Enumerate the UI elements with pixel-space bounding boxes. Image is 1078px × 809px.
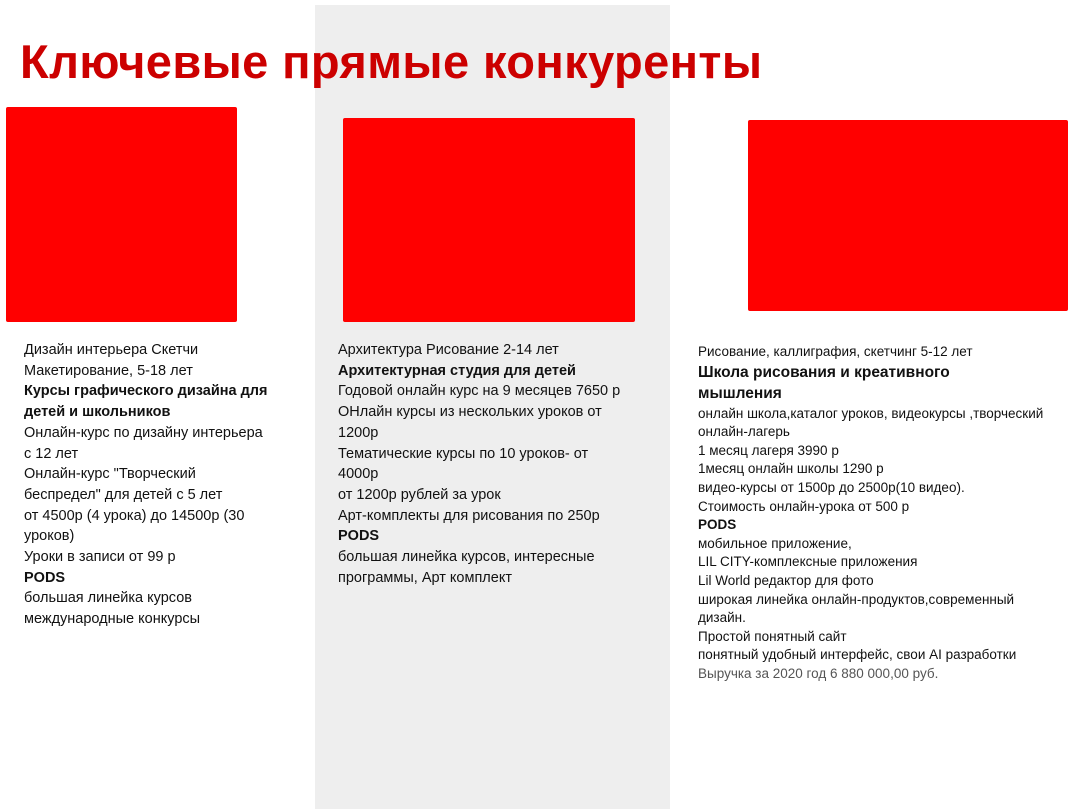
competitor-1-heading: детей и школьников: [24, 404, 171, 421]
competitor-1-line: международные конкурсы: [24, 611, 201, 628]
competitor-2-line: ОНлайн курсы из нескольких уроков от: [338, 404, 602, 421]
competitor-3-line: 1месяц онлайн школы 1290 р: [698, 461, 884, 477]
competitor-3-pods-label: PODS: [698, 517, 737, 533]
competitor-2-heading: Архитектурная студия для детей: [338, 362, 576, 379]
competitor-2-line: 1200р: [338, 424, 379, 441]
competitor-3-line: видео-курсы от 1500р до 2500р(10 видео).: [698, 479, 965, 495]
competitor-3-line: Lil World редактор для фото: [698, 572, 874, 588]
competitor-1-line: Онлайн-курс "Творческий: [24, 466, 196, 483]
competitor-1-line: Макетирование, 5-18 лет: [24, 362, 193, 379]
competitor-2-line: 4000р: [338, 466, 379, 483]
competitor-1-pods-label: PODS: [24, 569, 66, 586]
competitor-3-line: Простой понятный сайт: [698, 628, 847, 644]
competitor-3-line: дизайн.: [698, 610, 746, 626]
competitor-1-line: Уроки в записи от 99 р: [24, 549, 176, 566]
competitor-1-line: беспредел" для детей с 5 лет: [24, 486, 223, 503]
competitor-2-line: большая линейка курсов, интересные: [338, 549, 595, 566]
competitor-2-line: от 1200р рублей за урок: [338, 486, 501, 503]
competitor-3-line: онлайн школа,каталог уроков, видеокурсы ,творческий: [698, 405, 1044, 421]
slide-title: Ключевые прямые конкуренты: [20, 35, 763, 88]
competitor-3-line: онлайн-лагерь: [698, 424, 790, 440]
competitor-2-line: Арт-комплекты для рисования по 250р: [338, 507, 600, 524]
competitor-1-line: Онлайн-курс по дизайну интерьера: [24, 424, 263, 441]
competitor-3-line: Стоимость онлайн-урока от 500 р: [698, 498, 910, 514]
competitor-3-line: понятный удобный интерфейс, свои AI разработки: [698, 647, 1017, 663]
competitor-3-description: [698, 343, 1068, 684]
competitor-1-line: Дизайн интерьера Скетчи: [24, 342, 199, 358]
competitor-1-line: уроков): [24, 528, 75, 545]
competitor-1-line: от 4500р (4 урока) до 14500р (30: [24, 507, 245, 524]
competitor-3-line: LIL CITY-комплексные приложения: [698, 554, 918, 570]
competitor-3-heading: мышления: [698, 385, 782, 403]
competitor-1-image: [6, 107, 237, 322]
competitor-1-line: большая линейка курсов: [24, 590, 192, 607]
competitor-3-line: широкая линейка онлайн-продуктов,современный: [698, 591, 1015, 607]
competitor-1-heading: Курсы графического дизайна для: [24, 383, 268, 400]
competitor-2-description: [338, 340, 658, 588]
competitor-2-line: Тематические курсы по 10 уроков- от: [338, 445, 589, 462]
competitor-2-pods-label: PODS: [338, 528, 380, 545]
competitor-2-image: [343, 118, 635, 322]
competitor-3-line: мобильное приложение,: [698, 535, 852, 551]
competitor-3-image: [748, 120, 1068, 311]
competitor-1-description: [24, 340, 309, 630]
competitor-2-line: Годовой онлайн курс на 9 месяцев 7650 р: [338, 383, 621, 400]
competitor-1-line: с 12 лет: [24, 445, 79, 462]
competitor-3-line: 1 месяц лагеря 3990 р: [698, 442, 839, 458]
competitor-2-line: Архитектура Рисование 2-14 лет: [338, 342, 559, 358]
competitor-3-heading: Школа рисования и креативного: [698, 363, 950, 381]
competitor-3-revenue: Выручка за 2020 год 6 880 000,00 руб.: [698, 665, 939, 681]
competitor-3-line: Рисование, каллиграфия, скетчинг 5-12 лет: [698, 344, 973, 359]
competitor-2-line: программы, Арт комплект: [338, 569, 512, 586]
